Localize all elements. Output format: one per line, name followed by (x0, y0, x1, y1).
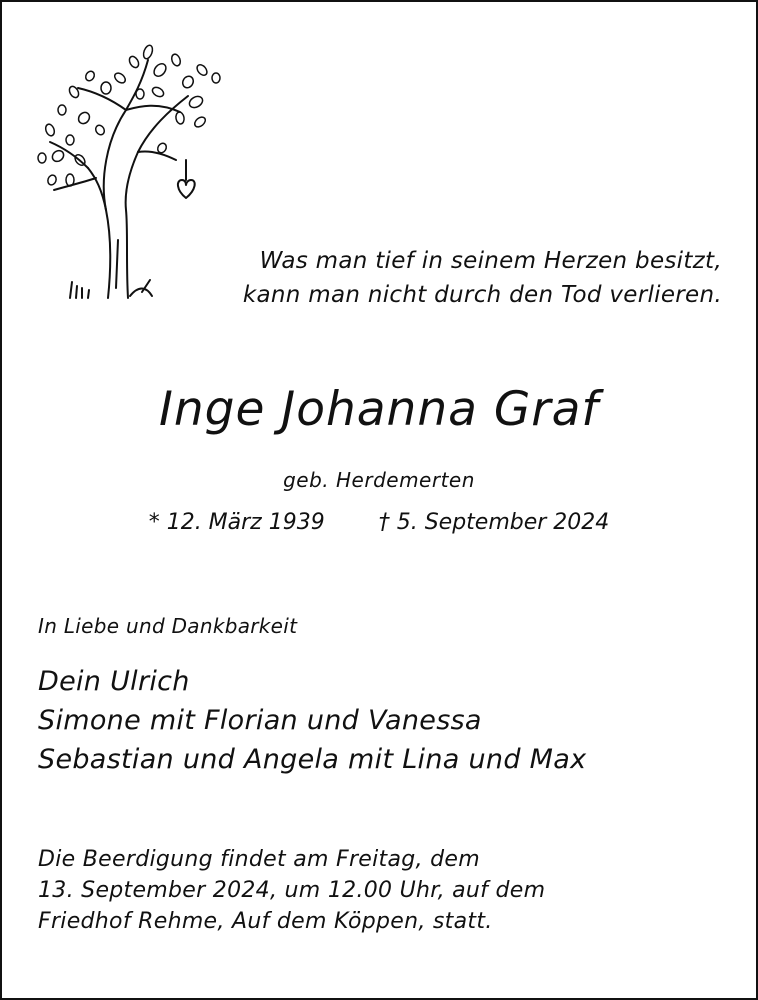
funeral-info (38, 844, 545, 937)
funeral-line: 13. September 2024, um 12.00 Uhr, auf dem (38, 878, 546, 903)
tree-with-heart-icon (30, 30, 230, 310)
funeral-line: Friedhof Rehme, Auf dem Köppen, statt. (38, 909, 493, 934)
quote-line: kann man nicht durch den Tod verlieren. (242, 282, 722, 308)
mourner-line: Simone mit Florian und Vanessa (38, 705, 482, 736)
birth-name: geb. Herdemerten (283, 468, 475, 492)
mourners-intro: In Liebe und Dankbarkeit (38, 614, 298, 638)
life-dates (2, 510, 756, 535)
birth-date: * 12. März 1939 (148, 510, 325, 535)
quote-line: Was man tief in seinem Herzen besitzt, (259, 248, 722, 274)
mourner-line: Dein Ulrich (38, 666, 190, 697)
funeral-line: Die Beerdigung findet am Freitag, dem (38, 847, 480, 872)
mourners-list (38, 662, 586, 779)
mourner-line: Sebastian und Angela mit Lina und Max (38, 744, 587, 775)
deceased-name: Inge Johanna Graf (159, 382, 599, 437)
death-date: † 5. September 2024 (378, 510, 610, 535)
memorial-quote (243, 244, 722, 312)
